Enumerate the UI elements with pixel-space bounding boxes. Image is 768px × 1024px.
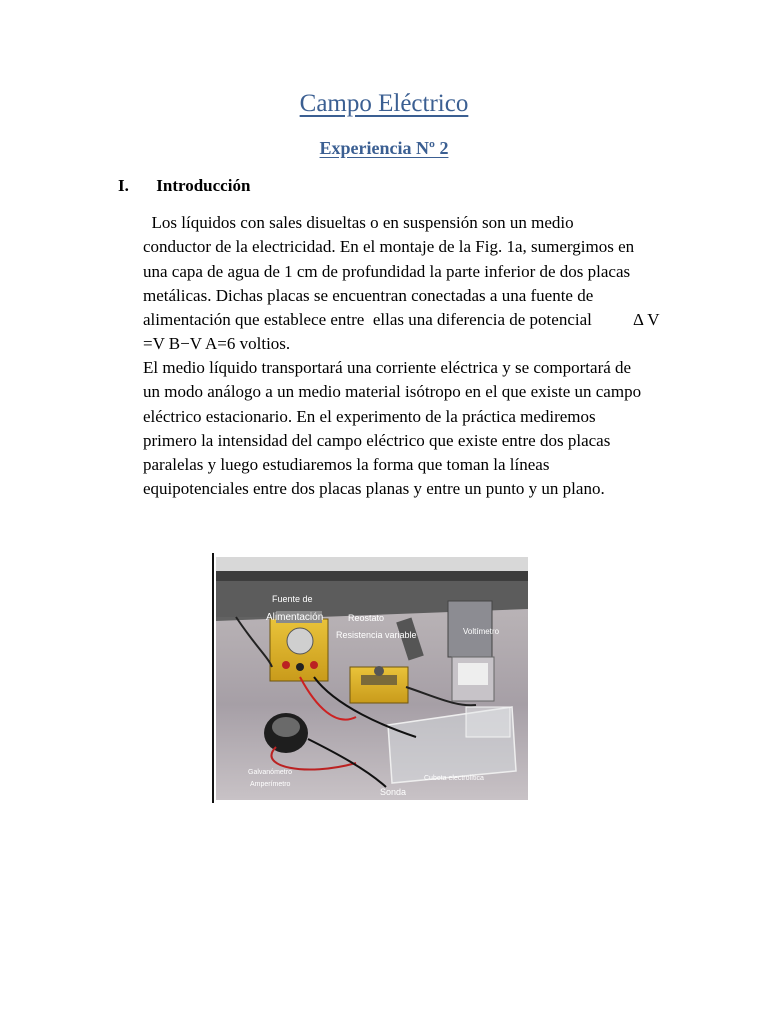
- label-voltimetro: Voltímetro: [463, 627, 500, 636]
- text-line: una capa de agua de 1 cm de profundidad la parte inferior de dos placas: [143, 261, 631, 281]
- text-line: paralelas y luego estudiaremos la forma que toman la líneas: [143, 455, 550, 475]
- text-line: un modo análogo a un medio material isótropo en el que existe un campo: [143, 382, 642, 402]
- lab-setup-photo: [216, 557, 528, 800]
- label-amperimetro: Amperímetro: [250, 781, 291, 788]
- section-title: Introducción: [156, 176, 251, 195]
- label-sonda: Sonda: [380, 787, 407, 797]
- label-cubeta: Cubeta electrolítica: [424, 775, 484, 782]
- page-subtitle: Experiencia Nº 2: [319, 138, 449, 158]
- intro-paragraph-1: [143, 211, 683, 357]
- text-line: =V B−V A=6 voltios.: [143, 334, 291, 354]
- section-number: I.: [118, 176, 129, 195]
- figure-margin-bar: [212, 553, 214, 803]
- text-line: conductor de la electricidad. En el montaje de la Fig. 1a, sumergimos en: [143, 237, 635, 257]
- label-reostato-1: Reostato: [348, 613, 385, 623]
- label-galvanometro: Galvanómetro: [248, 769, 292, 776]
- text-line: primero la intensidad del campo eléctrico que existe entre dos placas: [143, 430, 611, 450]
- text-line: El medio líquido transportará una corriente eléctrica y se comportará de: [143, 358, 632, 377]
- text-line: metálicas. Dichas placas se encuentran conectadas a una fuente de: [143, 285, 594, 305]
- text-line-content: alimentación que establece entre ellas una diferencia de potencial: [143, 310, 592, 330]
- text-line: Los líquidos con sales disueltas o en suspensión son un medio: [143, 213, 574, 232]
- section-heading: [118, 176, 250, 196]
- intro-paragraph-2: [143, 356, 683, 502]
- delta-v-symbol: Δ V: [633, 310, 660, 330]
- label-reostato-2: Resistencia variable: [336, 630, 417, 640]
- label-fuente-2: Alimentación: [266, 612, 324, 623]
- page-title: Campo Eléctrico: [299, 90, 469, 117]
- label-fuente-1: Fuente de: [272, 594, 313, 604]
- text-line: [143, 308, 683, 332]
- text-line: equipotenciales entre dos placas planas y entre un punto y un plano.: [143, 479, 605, 499]
- text-line: eléctrico estacionario. En el experimento de la práctica mediremos: [143, 406, 596, 426]
